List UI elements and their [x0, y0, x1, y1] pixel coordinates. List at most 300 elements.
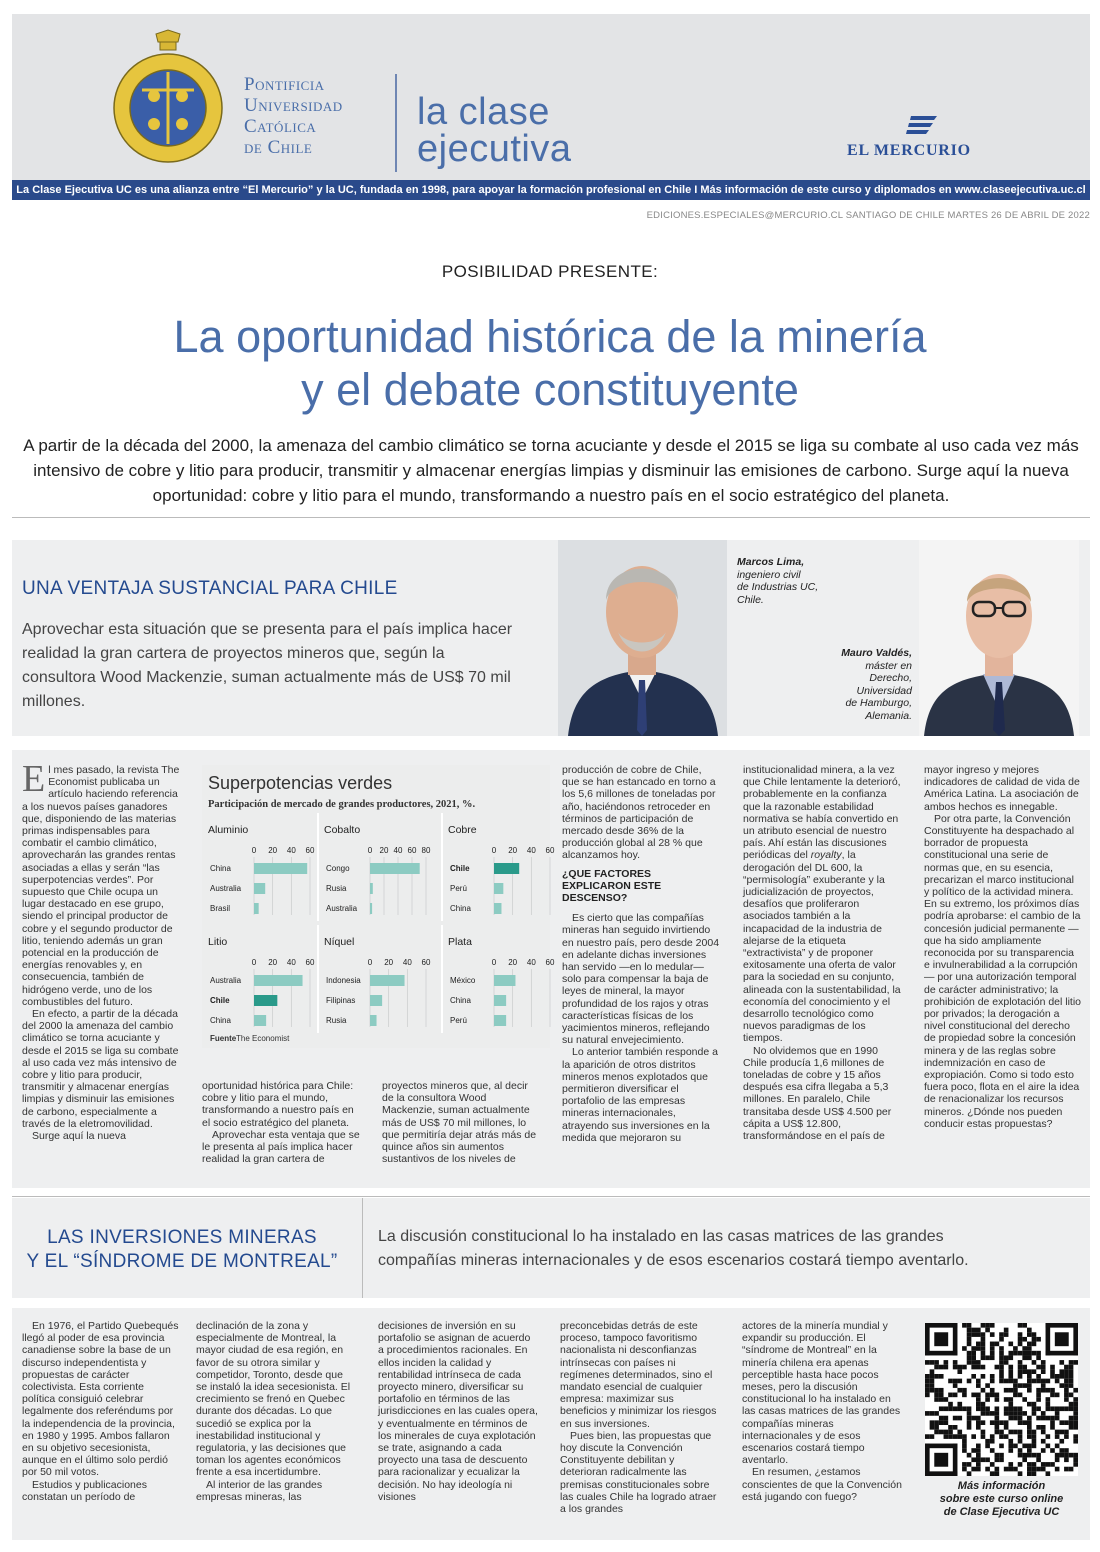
qr-module	[930, 1388, 935, 1393]
qr-module	[1069, 1374, 1074, 1379]
panel-title: Litio	[208, 936, 228, 948]
qr-module	[948, 1406, 953, 1411]
qr-module	[1055, 1457, 1060, 1462]
qr-module	[999, 1346, 1004, 1351]
qr-module	[1073, 1420, 1078, 1425]
qr-module	[1036, 1393, 1041, 1398]
qr-module	[985, 1467, 990, 1472]
qr-module	[1036, 1388, 1041, 1393]
qr-module	[1032, 1351, 1037, 1356]
qr-module	[1059, 1406, 1064, 1411]
qr-module	[1041, 1467, 1046, 1472]
qr-module	[1004, 1425, 1009, 1430]
qr-module	[995, 1342, 1000, 1347]
qr-module	[1073, 1457, 1078, 1462]
qr-module	[930, 1360, 935, 1365]
qr-module	[925, 1323, 957, 1328]
category-label: Rusia	[326, 1016, 347, 1025]
category-label: Indonesia	[326, 976, 361, 985]
qr-module	[990, 1355, 995, 1360]
qr-module	[1046, 1388, 1051, 1393]
qr-module	[1027, 1383, 1032, 1388]
qr-code-icon	[925, 1323, 1078, 1476]
qr-module	[967, 1462, 972, 1467]
qr-module	[1064, 1430, 1069, 1435]
qr-module	[1064, 1406, 1069, 1411]
qr-module	[1032, 1467, 1037, 1472]
qr-module	[1032, 1444, 1037, 1449]
qr-module	[1046, 1379, 1051, 1384]
category-label: Chile	[210, 996, 230, 1005]
qr-module	[1055, 1467, 1060, 1472]
qr-module	[930, 1379, 935, 1384]
qr-module	[1073, 1439, 1078, 1444]
qr-module	[1073, 1462, 1078, 1467]
bar	[370, 995, 382, 1006]
qr-module	[1050, 1448, 1055, 1453]
qr-module	[944, 1434, 949, 1439]
qr-module	[1008, 1369, 1013, 1374]
qr-module	[925, 1351, 957, 1356]
qr-module	[962, 1444, 967, 1449]
tick-label: 80	[421, 846, 431, 855]
tick-label: 0	[367, 958, 373, 967]
qr-module	[1064, 1374, 1069, 1379]
qr-module	[1013, 1430, 1018, 1435]
tick-label: 40	[393, 846, 403, 855]
title-line: La oportunidad histórica de la minería	[173, 311, 927, 362]
qr-module	[967, 1425, 972, 1430]
author-role: Derecho,	[869, 672, 912, 684]
qr-module	[1032, 1430, 1037, 1435]
qr-module	[1013, 1379, 1018, 1384]
qr-module	[1046, 1397, 1051, 1402]
category-label: Australia	[210, 884, 242, 893]
qr-module	[1018, 1383, 1023, 1388]
qr-module	[1036, 1397, 1041, 1402]
qr-module	[990, 1411, 995, 1416]
qr-module	[1027, 1328, 1032, 1333]
qr-module	[1004, 1434, 1009, 1439]
qr-module	[985, 1328, 990, 1333]
qr-module	[962, 1462, 967, 1467]
qr-module	[999, 1430, 1004, 1435]
qr-module	[948, 1425, 953, 1430]
bar	[370, 883, 373, 894]
qr-module	[930, 1383, 935, 1388]
tick-label: 60	[407, 846, 417, 855]
qr-module	[957, 1388, 962, 1393]
author-name: Marcos Lima,	[737, 556, 805, 568]
panel-title: Cobalto	[324, 824, 361, 836]
qr-module	[967, 1453, 972, 1458]
qr-module	[981, 1388, 986, 1393]
qr-module	[1018, 1420, 1023, 1425]
qr-module	[1027, 1448, 1032, 1453]
qr-module	[962, 1365, 967, 1370]
text-run: institucionalidad minera, a la vez que Chile lentamente la deterioró, probablemente en la confianza que la razonable estabilidad normativa se había convertido en un atributo esencial de nuestro país. Ahí están las discusiones periódicas del	[743, 764, 901, 862]
qr-module	[1064, 1383, 1069, 1388]
article-column-3	[382, 1080, 540, 1165]
qr-module	[957, 1406, 962, 1411]
qr-module	[1069, 1406, 1074, 1411]
qr-module	[1022, 1444, 1027, 1449]
qr-module	[925, 1434, 930, 1439]
tick-label: 20	[384, 958, 394, 967]
qr-module	[1064, 1388, 1069, 1393]
tick-label: 40	[526, 846, 536, 855]
qr-module	[1041, 1369, 1046, 1374]
paragraph: oportunidad histórica para Chile: cobre y litio para el mundo, transformando a nuestro país en el socio estratégico del planeta.	[202, 1080, 354, 1129]
university-name-line: de Chile	[244, 137, 313, 158]
tick-label: 60	[545, 958, 555, 967]
qr-module	[1036, 1467, 1041, 1472]
qr-module	[1069, 1402, 1074, 1407]
qr-module	[967, 1342, 972, 1347]
qr-module	[934, 1453, 948, 1467]
qr-module	[1055, 1416, 1060, 1421]
qr-module	[1064, 1393, 1069, 1398]
qr-module	[1069, 1425, 1074, 1430]
tick-label: 60	[305, 846, 315, 855]
qr-module	[995, 1471, 1000, 1476]
section-heading: UNA VENTAJA SUSTANCIAL PARA CHILE	[22, 578, 398, 599]
qr-module	[1064, 1420, 1069, 1425]
qr-module	[990, 1346, 995, 1351]
qr-module	[976, 1420, 981, 1425]
qr-module	[990, 1332, 995, 1337]
bar	[254, 975, 303, 986]
bar	[494, 1015, 506, 1026]
panel-title: Plata	[448, 936, 472, 948]
qr-module	[1069, 1393, 1074, 1398]
qr-module	[948, 1402, 953, 1407]
qr-module	[1059, 1453, 1064, 1458]
qr-module	[1073, 1416, 1078, 1421]
qr-module	[957, 1379, 962, 1384]
qr-module	[1008, 1462, 1013, 1467]
qr-module	[1059, 1360, 1064, 1365]
qr-module	[967, 1360, 972, 1365]
qr-module	[1032, 1402, 1037, 1407]
article-column-6	[924, 764, 1082, 1130]
qr-module	[1022, 1337, 1027, 1342]
qr-module	[1027, 1471, 1032, 1476]
qr-module	[1055, 1430, 1060, 1435]
qr-module	[976, 1416, 981, 1421]
qr-module	[934, 1420, 939, 1425]
qr-module	[939, 1420, 944, 1425]
qr-module	[1064, 1467, 1069, 1472]
qr-module	[999, 1332, 1004, 1337]
qr-module	[1055, 1332, 1069, 1346]
divider	[362, 1198, 363, 1298]
article-column-1	[22, 1320, 180, 1503]
qr-module	[1064, 1379, 1069, 1384]
qr-module	[1013, 1393, 1018, 1398]
qr-module	[1046, 1434, 1051, 1439]
qr-module	[1046, 1351, 1078, 1356]
qr-module	[1041, 1448, 1046, 1453]
qr-module	[1041, 1439, 1046, 1444]
drop-cap: E	[22, 758, 46, 800]
bar	[494, 883, 503, 894]
qr-module	[930, 1420, 935, 1425]
qr-module	[999, 1355, 1004, 1360]
qr-module	[1069, 1453, 1074, 1458]
qr-module	[944, 1360, 949, 1365]
qr-module	[1073, 1411, 1078, 1416]
qr-module	[1018, 1462, 1023, 1467]
qr-module	[1050, 1462, 1055, 1467]
qr-module	[1032, 1439, 1037, 1444]
qr-module	[1055, 1379, 1060, 1384]
qr-module	[976, 1444, 981, 1449]
bar	[494, 863, 519, 874]
qr-module	[1027, 1388, 1032, 1393]
qr-module	[976, 1342, 981, 1347]
bar	[494, 903, 501, 914]
qr-module	[1050, 1416, 1055, 1421]
heading-line: LAS INVERSIONES MINERAS	[47, 1227, 317, 1248]
text-run: , la derogación del DL 600, la “permisología” exuberante y la judicialización de proyectos, desafíos que proliferaron asociados también a la incapacidad de la industria de alejarse de la etiqueta “extractivista” y de proponer exitosamente una oferta de valor para la sociedad en su conjunto, alineada con la sustentabilidad, la economía del conocimiento y el desarrollo tecnológico como nuevos paradigmas de los tiempos.	[743, 849, 901, 1045]
qr-module	[1036, 1374, 1041, 1379]
qr-module	[1008, 1379, 1013, 1384]
chart-subtitle: Participación de mercado de grandes productores, 2021, %.	[208, 799, 476, 810]
qr-module	[939, 1430, 944, 1435]
qr-module	[1069, 1383, 1074, 1388]
paragraph: Surge aquí la nueva	[32, 1130, 126, 1143]
qr-module	[990, 1448, 995, 1453]
qr-module	[1027, 1369, 1032, 1374]
qr-module	[985, 1444, 990, 1449]
qr-module	[1041, 1462, 1046, 1467]
brand-logo	[417, 91, 572, 170]
qr-module	[944, 1406, 949, 1411]
qr-module	[1018, 1434, 1023, 1439]
qr-module	[953, 1383, 958, 1388]
qr-module	[1004, 1411, 1009, 1416]
qr-module	[971, 1351, 976, 1356]
author-role: Chile.	[737, 593, 764, 606]
qr-module	[962, 1393, 967, 1398]
qr-module	[1027, 1402, 1032, 1407]
qr-module	[1036, 1406, 1041, 1411]
qr-module	[990, 1434, 995, 1439]
qr-module	[1032, 1434, 1037, 1439]
qr-module	[1073, 1388, 1078, 1393]
qr-module	[1018, 1374, 1023, 1379]
chart-canvas	[202, 765, 555, 1048]
qr-module	[1050, 1406, 1055, 1411]
qr-module	[971, 1332, 976, 1337]
divider	[12, 517, 1090, 518]
chart-title: Superpotencias verdes	[208, 773, 393, 793]
qr-module	[1064, 1434, 1069, 1439]
qr-module	[957, 1369, 962, 1374]
qr-module	[976, 1457, 981, 1462]
bar	[254, 883, 265, 894]
qr-module	[981, 1346, 986, 1351]
qr-module	[1004, 1360, 1009, 1365]
qr-module	[971, 1448, 976, 1453]
qr-module	[1018, 1351, 1023, 1356]
qr-module	[1027, 1430, 1032, 1435]
article-kicker: POSIBILIDAD PRESENTE:	[441, 262, 659, 281]
qr-module	[1046, 1416, 1051, 1421]
qr-module	[995, 1406, 1000, 1411]
qr-module	[1022, 1383, 1027, 1388]
qr-module	[1027, 1351, 1032, 1356]
qr-module	[1069, 1379, 1074, 1384]
tick-label: 60	[305, 958, 315, 967]
paragraph	[743, 764, 901, 1045]
qr-module	[1027, 1462, 1032, 1467]
bar	[370, 903, 372, 914]
qr-module	[1064, 1453, 1069, 1458]
qr-module	[925, 1393, 930, 1398]
qr-module	[1064, 1397, 1069, 1402]
caption-line: de Clase Ejecutiva UC	[943, 1506, 1060, 1518]
qr-module	[1018, 1369, 1023, 1374]
qr-module	[1073, 1425, 1078, 1430]
qr-module	[1050, 1374, 1055, 1379]
qr-module	[995, 1397, 1000, 1402]
bar	[254, 1015, 266, 1026]
qr-module	[934, 1430, 939, 1435]
qr-module	[1046, 1471, 1051, 1476]
tick-label: 20	[268, 846, 278, 855]
article-column-4	[560, 1320, 720, 1515]
article-column-3	[378, 1320, 538, 1503]
author-caption-mauro-valdes	[800, 647, 912, 722]
qr-module	[953, 1379, 958, 1384]
paragraph: proyectos mineros que, al decir de la consultora Wood Mackenzie, suman actualmente más de US$ 70 mil millones, lo que permitiría dejar atrás más de quince años sin aumentos sustantivos de los niveles de	[382, 1080, 537, 1166]
qr-module	[1008, 1467, 1013, 1472]
paragraph: declinación de la zona y especialmente de Montreal, la mayor ciudad de esa región, en favor de su otrora similar y competidor, Toronto, desde que se instaló la idea secesionista. El crecimiento se frenó en Quebec durante dos décadas. Lo que sucedió se explica por la inestabilidad institucional y regulatoria, y las decisiones que toman los agentes económicos frente a esa incertidumbre.	[196, 1320, 351, 1479]
qr-module	[1022, 1411, 1027, 1416]
tick-label: 60	[545, 846, 555, 855]
qr-module	[981, 1351, 986, 1356]
qr-module	[995, 1457, 1000, 1462]
qr-module	[971, 1434, 976, 1439]
qr-module	[971, 1365, 976, 1370]
qr-module	[939, 1374, 944, 1379]
qr-module	[976, 1448, 981, 1453]
qr-module	[981, 1457, 986, 1462]
category-label: China	[210, 1016, 231, 1025]
qr-module	[1055, 1374, 1060, 1379]
tick-label: 0	[251, 958, 257, 967]
qr-module	[1013, 1383, 1018, 1388]
qr-module	[1027, 1374, 1032, 1379]
qr-module	[1059, 1420, 1064, 1425]
category-label: Australia	[210, 976, 242, 985]
qr-module	[1018, 1393, 1023, 1398]
qr-module	[1008, 1430, 1013, 1435]
qr-module	[1008, 1416, 1013, 1421]
qr-module	[1027, 1467, 1032, 1472]
qr-module	[967, 1420, 972, 1425]
qr-module	[1046, 1402, 1051, 1407]
qr-module	[967, 1355, 972, 1360]
qr-module	[925, 1411, 930, 1416]
qr-module	[962, 1323, 967, 1328]
qr-module	[934, 1332, 948, 1346]
qr-module	[934, 1374, 939, 1379]
qr-module	[1018, 1416, 1023, 1421]
qr-module	[1004, 1355, 1009, 1360]
qr-module	[981, 1402, 986, 1407]
category-label: Rusia	[326, 884, 347, 893]
qr-module	[1018, 1448, 1023, 1453]
qr-module	[1027, 1416, 1032, 1421]
qr-module	[1055, 1411, 1060, 1416]
text-run: royalty	[810, 849, 842, 862]
qr-module	[1064, 1369, 1069, 1374]
qr-module	[1018, 1365, 1023, 1370]
qr-code[interactable]	[925, 1323, 1078, 1476]
qr-module	[1046, 1462, 1051, 1467]
qr-module	[999, 1337, 1004, 1342]
qr-module	[999, 1379, 1004, 1384]
qr-module	[1032, 1411, 1037, 1416]
qr-module	[1004, 1420, 1009, 1425]
qr-module	[1059, 1374, 1064, 1379]
qr-module	[934, 1425, 939, 1430]
qr-module	[1018, 1342, 1023, 1347]
article-column-2	[196, 1320, 356, 1503]
qr-module	[981, 1323, 986, 1328]
qr-module	[1027, 1346, 1032, 1351]
qr-module	[985, 1383, 990, 1388]
bar	[370, 863, 420, 874]
qr-module	[1032, 1406, 1037, 1411]
qr-module	[957, 1434, 962, 1439]
qr-module	[1050, 1420, 1055, 1425]
qr-module	[1055, 1444, 1060, 1449]
category-label: Australia	[326, 904, 358, 913]
qr-module	[976, 1393, 981, 1398]
category-label: Perú	[450, 884, 467, 893]
qr-module	[976, 1379, 981, 1384]
qr-module	[1027, 1420, 1032, 1425]
qr-module	[1041, 1365, 1046, 1370]
qr-module	[1022, 1323, 1027, 1328]
article-column-5	[742, 1320, 902, 1503]
qr-module	[930, 1374, 935, 1379]
qr-module	[925, 1444, 930, 1476]
qr-module	[1008, 1439, 1013, 1444]
category-label: China	[450, 904, 471, 913]
qr-module	[1046, 1406, 1051, 1411]
qr-module	[962, 1467, 967, 1472]
qr-module	[981, 1337, 986, 1342]
qr-module	[976, 1365, 981, 1370]
qr-module	[999, 1365, 1004, 1370]
tick-label: 20	[508, 958, 518, 967]
qr-module	[1036, 1379, 1041, 1384]
qr-module	[1046, 1323, 1078, 1328]
author-caption-marcos-lima	[737, 556, 847, 606]
qr-module	[1059, 1383, 1064, 1388]
qr-module	[948, 1430, 953, 1435]
qr-module	[971, 1457, 976, 1462]
qr-module	[971, 1393, 976, 1398]
category-label: Congo	[326, 864, 350, 873]
qr-module	[925, 1323, 930, 1355]
paragraph: En efecto, a partir de la década del 2000 la amenaza del cambio climático se torna acuciante y desde el 2015 se liga su combate al uso cada vez más intensivo de cobre y litio para producir, transmitir y almacenar energías limpias y disminuir las emisiones de carbono, especialmente a través de la eletromovilidad.	[22, 1008, 179, 1130]
